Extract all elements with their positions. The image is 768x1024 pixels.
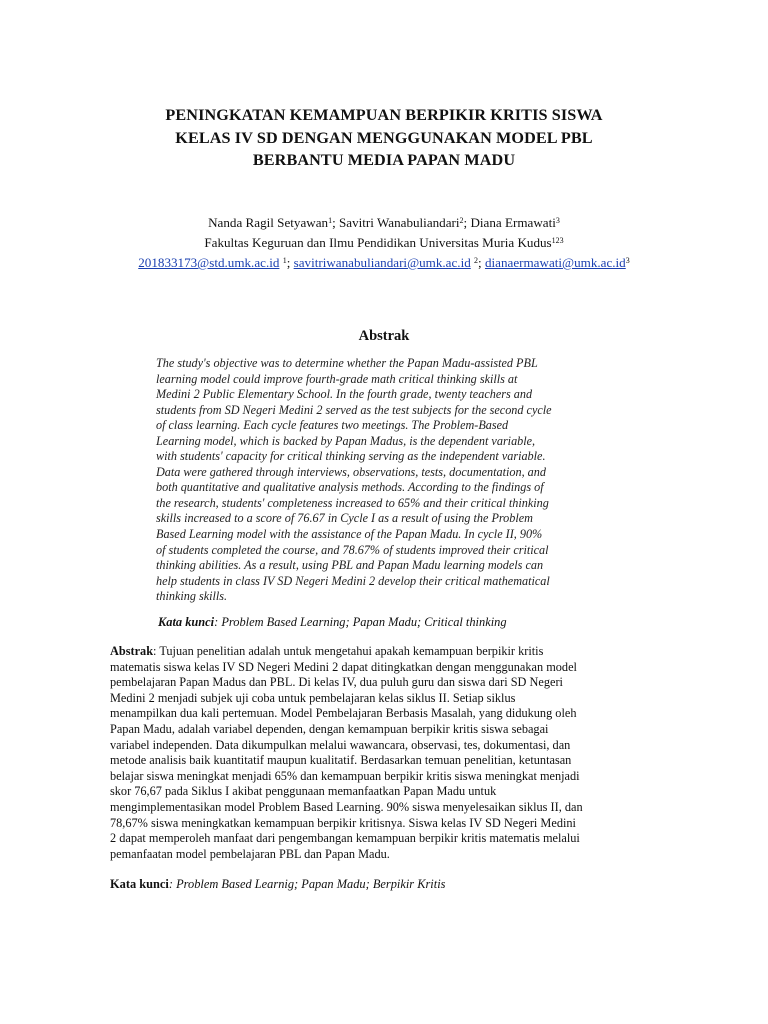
abstract-text: : Tujuan penelitian adalah untuk mengetahui apakah kemampuan berpikir kritis [153, 644, 544, 658]
abstract-line: Based Learning model with the assistance of the Papan Madu. In cycle II, 90% [156, 527, 543, 542]
abstract-line: belajar siswa meningkat menjadi 65% dan kemampuan berpikir kritis siswa meningkat menjadi [110, 768, 580, 783]
abstract-english [156, 356, 626, 605]
email-sup: 1 [282, 256, 287, 265]
keywords-value: : Problem Based Learning; Papan Madu; Critical thinking [214, 615, 507, 629]
author-name: Savitri Wanabuliandari [339, 215, 460, 230]
keywords-english [158, 615, 507, 630]
abstract-line: 78,67% siswa meningkatkan kemampuan berpikir kritisnya. Siswa kelas IV SD Negeri Medini [110, 815, 576, 830]
abstract-line: with students' capacity for critical thinking serving as the independent variable. [156, 449, 546, 464]
abstract-line: both quantitative and qualitative analysis methods. According to the findings of [156, 480, 544, 495]
abstract-line: matematis siswa kelas IV SD Negeri Medini 2 dapat ditingkatkan dengan menggunakan model [110, 659, 577, 674]
author-sup: 3 [555, 216, 560, 225]
author-separator: ; [332, 215, 340, 230]
abstract-label: Abstrak [110, 644, 154, 658]
abstract-line: Data were gathered through interviews, observations, tests, documentation, and [156, 464, 546, 479]
abstract-line: The study's objective was to determine whether the Papan Madu-assisted PBL [156, 356, 538, 370]
author-sup: 1 [328, 216, 333, 225]
author-block [90, 213, 678, 273]
affiliation: Fakultas Keguruan dan Ilmu Pendidikan Universitas Muria Kudus [204, 235, 552, 250]
keywords-value: : Problem Based Learnig; Papan Madu; Berpikir Kritis [168, 877, 446, 891]
abstract-line: of students completed the course, and 78.67% of students improved their critical [156, 542, 549, 557]
email-sup: 3 [625, 256, 630, 265]
abstract-line: Papan Madu, adalah variabel dependen, dengan kemampuan berpikir kritis siswa sebagai [110, 721, 549, 736]
abstract-line: mengimplementasikan model Problem Based Learning. 90% siswa menyelesaikan siklus II, dan [110, 799, 583, 814]
abstract-heading: Abstrak [358, 328, 410, 344]
keywords-label: Kata kunci [158, 615, 215, 629]
email-line [90, 253, 678, 273]
abstract-line: thinking skills. [156, 589, 228, 604]
title-line: BERBANTU MEDIA PAPAN MADU [252, 151, 516, 169]
email-separator: ; [286, 255, 294, 270]
abstract-line: the research, students' completeness increased to 65% and their critical thinking [156, 495, 549, 510]
keywords-label: Kata kunci [110, 877, 169, 891]
abstract-line: students from SD Negeri Medini 2 served as the test subjects for the second cycle [156, 402, 552, 417]
abstract-line: skills increased to a score of 76.67 in Cycle I as a result of using the Problem [156, 511, 533, 526]
keywords-indonesian [110, 877, 445, 892]
abstract-line: thinking abilities. As a result, using PBL and Papan Madu learning models can [156, 558, 544, 573]
abstract-line: of class learning. Each cycle features two meetings. The Problem-Based [156, 418, 509, 433]
email-sup: 2 [474, 256, 479, 265]
author-sup: 2 [459, 216, 464, 225]
email-link[interactable]: 201833173@std.umk.ac.id [138, 255, 280, 270]
abstract-line: help students in class IV SD Negeri Medini 2 develop their critical mathematical [156, 573, 550, 588]
abstract-line: variabel independen. Data dikumpulkan melalui wawancara, observasi, tes, dokumentasi, dan [110, 737, 571, 752]
title-line: PENINGKATAN KEMAMPUAN BERPIKIR KRITIS SISWA [165, 106, 603, 124]
author-name: Nanda Ragil Setyawan [208, 215, 329, 230]
paper-title [130, 104, 638, 172]
abstract-line: pemanfaatan model pembelajaran PBL dan Papan Madu. [110, 846, 390, 861]
title-line: KELAS IV SD DENGAN MENGGUNAKAN MODEL PBL [175, 128, 593, 147]
abstract-line: Medini 2 menjadi subjek uji coba untuk pembelajaran kelas siklus II. Setiap siklus [110, 690, 516, 705]
affiliation-sup: 123 [551, 236, 564, 245]
abstract-line: 2 dapat memperoleh manfaat dari pengembangan kemampuan berpikir kritis matematis melalui [110, 831, 580, 846]
abstract-line: Learning model, which is backed by Papan Madus, is the dependent variable, [156, 433, 536, 448]
abstract-line [110, 644, 670, 660]
author-separator: ; [463, 215, 471, 230]
abstract-line: skor 76,67 pada Siklus I akibat penggunaan memanfaatkan Papan Madu untuk [110, 784, 497, 799]
abstract-line: menampilkan dua kali pertemuan. Model Pembelajaran Berbasis Masalah, yang didukung oleh [110, 706, 577, 721]
abstract-line: Medini 2 Public Elementary School. In the fourth grade, twenty teachers and [156, 387, 533, 402]
author-name: Diana Ermawati [470, 215, 556, 230]
abstract-line: pembelajaran Papan Madus dan PBL. Di kelas IV, dua puluh guru dan siswa dari SD Negeri [110, 675, 563, 690]
abstract-indonesian [110, 644, 670, 862]
abstract-line: learning model could improve fourth-grade math critical thinking skills at [156, 371, 518, 386]
email-link[interactable]: dianaermawati@umk.ac.id [484, 255, 626, 270]
abstract-line: metode analisis baik kuantitatif maupun kualitatif. Berdasarkan temuan penelitian, ketuntasan [110, 753, 572, 768]
email-separator: ; [478, 255, 485, 270]
email-link[interactable]: savitriwanabuliandari@umk.ac.id [293, 255, 471, 270]
author-line [90, 213, 678, 233]
affiliation-line [90, 233, 678, 253]
